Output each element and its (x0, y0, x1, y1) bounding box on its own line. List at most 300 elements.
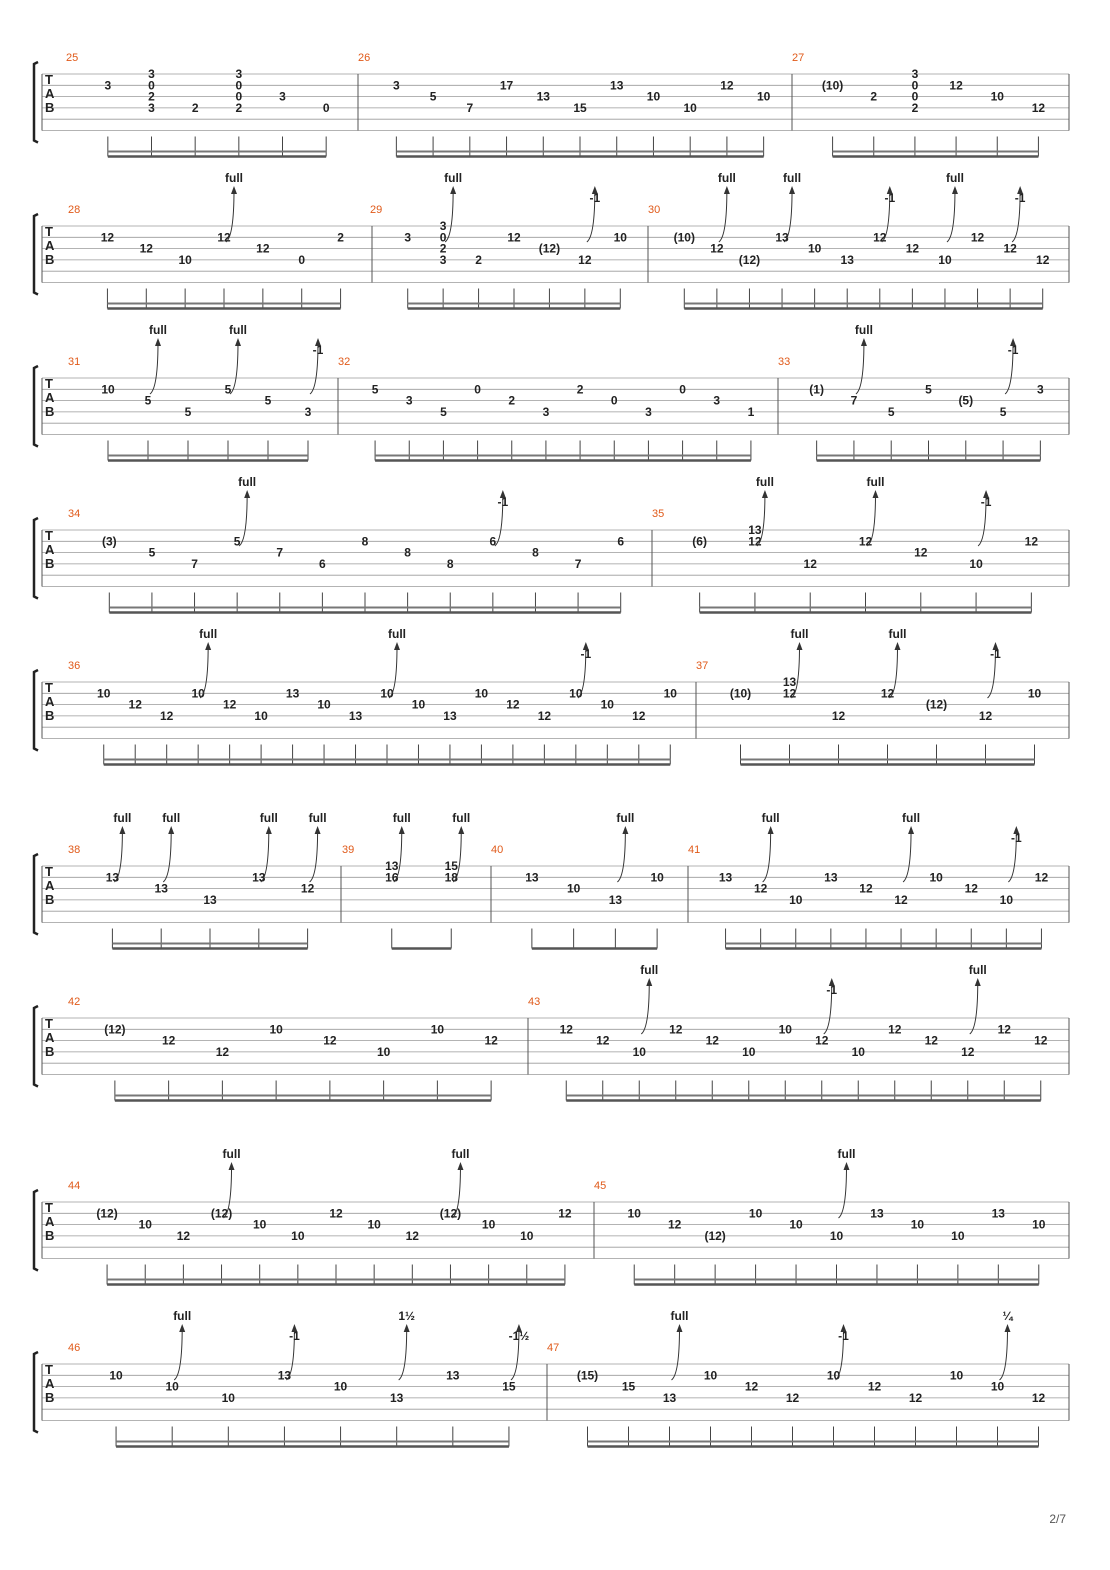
fret-number: 10 (253, 1217, 267, 1232)
fret-number: 13 (446, 1368, 460, 1383)
fret-number: 0 (679, 382, 686, 397)
fret-number: 5 (233, 534, 241, 549)
bend-label: full (790, 627, 809, 641)
bend-arrow (724, 186, 730, 194)
page-number: 2/7 (1049, 1512, 1066, 1526)
fret-number: 12 (705, 1033, 719, 1048)
bend-label: full (259, 811, 278, 825)
bend-arrow (861, 338, 867, 346)
bar-number: 28 (68, 204, 81, 216)
bend-label: ¼ (1002, 1309, 1013, 1323)
bar-number: 41 (688, 844, 701, 856)
bar-number: 42 (68, 996, 81, 1008)
system-bracket (34, 518, 38, 599)
fret-number: (6) (692, 534, 707, 549)
bend-label: full (837, 1147, 856, 1161)
fret-number: 12 (710, 241, 724, 256)
fret-number: 13 (105, 870, 120, 885)
release-label: -1 (990, 647, 1001, 661)
bend-curve (617, 830, 625, 882)
fret-number: 12 (506, 697, 520, 712)
fret-number: 10 (520, 1228, 534, 1243)
bend-curve (970, 982, 978, 1034)
bend-arrow (458, 826, 464, 834)
fret-number: (3) (101, 534, 117, 549)
bar-number: 44 (68, 1180, 81, 1192)
bar-number: 29 (370, 204, 383, 216)
bend-label: full (452, 811, 471, 825)
fret-number: 10 (999, 892, 1014, 907)
fret-number: 12 (160, 708, 174, 723)
system-bracket (34, 1352, 38, 1433)
bend-label: full (640, 963, 659, 977)
bar-number: 36 (68, 660, 81, 672)
fret-number: 13 (525, 870, 539, 885)
bend-label: full (761, 811, 780, 825)
fret-number: 13 (824, 870, 838, 885)
fret-number: 13 (840, 252, 854, 267)
fret-number: 10 (178, 252, 192, 267)
tab-clef-letter: B (45, 1044, 55, 1059)
fret-number: 5 (887, 404, 895, 419)
fret-number: 0 (911, 78, 919, 93)
release-label: -1 (580, 647, 592, 661)
fret-number: (12) (210, 1206, 233, 1221)
bar-number: 37 (696, 660, 709, 672)
fret-number: 12 (964, 881, 978, 896)
fret-number: 12 (924, 1033, 938, 1048)
tab-clef-letter: T (45, 528, 53, 543)
tab-clef-letter: T (45, 864, 53, 879)
fret-number: 5 (144, 393, 152, 408)
bend-curve (1000, 1328, 1008, 1380)
fret-number: (12) (738, 252, 761, 267)
fret-number: 12 (914, 545, 928, 560)
fret-number: 10 (221, 1390, 235, 1405)
bar-number: 30 (648, 204, 661, 216)
fret-number: 10 (829, 1228, 844, 1243)
fret-number: 5 (429, 89, 437, 104)
fret-number: 12 (803, 556, 817, 571)
fret-number: 10 (990, 1379, 1005, 1394)
release-label: -1 (312, 343, 324, 357)
system-bracket (34, 62, 38, 143)
fret-number: 0 (322, 100, 330, 115)
bend-arrow (797, 642, 803, 650)
tab-clef-letter: B (45, 100, 55, 115)
bend-arrow (205, 642, 211, 650)
fret-number: 13 (390, 1390, 404, 1405)
fret-number: 13 (662, 1390, 677, 1405)
bar-number: 43 (528, 996, 541, 1008)
fret-number: 10 (949, 1368, 964, 1383)
tab-clef-letter: A (45, 86, 55, 101)
fret-number: (10) (821, 78, 844, 93)
fret-number: 12 (785, 1390, 800, 1405)
fret-number: 12 (748, 534, 762, 549)
tab-clef-letter: T (45, 376, 53, 391)
fret-number: 13 (154, 881, 168, 896)
fret-number: 10 (474, 686, 489, 701)
fret-number: 0 (148, 78, 155, 93)
bar-number: 35 (652, 508, 665, 520)
bend-arrow (873, 490, 879, 498)
bend-arrow (266, 826, 272, 834)
fret-number: 3 (645, 404, 652, 419)
fret-number: (10) (673, 230, 695, 245)
release-label: -1 (1007, 343, 1019, 357)
fret-number: 5 (148, 545, 156, 560)
fret-number: 2 (235, 100, 243, 115)
tab-clef-letter: A (45, 694, 55, 709)
bar-number: 33 (778, 356, 791, 368)
fret-number: 12 (970, 230, 985, 245)
fret-number: 8 (404, 545, 411, 560)
bend-label: full (238, 475, 257, 489)
fret-number: 0 (610, 393, 618, 408)
fret-number: 3 (148, 100, 155, 115)
fret-number: 10 (269, 1022, 283, 1037)
tab-clef-letter: T (45, 72, 53, 87)
tab-clef-letter: A (45, 878, 55, 893)
fret-number: 2 (148, 89, 155, 104)
tab-clef-letter: A (45, 1376, 55, 1391)
fret-number: 12 (1034, 1033, 1048, 1048)
fret-number: 12 (537, 708, 552, 723)
fret-number: 10 (569, 686, 583, 701)
fret-number: 10 (613, 230, 627, 245)
fret-number: 3 (405, 393, 413, 408)
fret-number: 7 (466, 100, 474, 115)
system-bracket (34, 1190, 38, 1271)
fret-number: (12) (96, 1206, 118, 1221)
release-label: -1 (497, 495, 509, 509)
fret-number: 6 (489, 534, 497, 549)
bend-arrow (399, 826, 405, 834)
fret-number: 8 (446, 556, 454, 571)
bend-label: 1½ (398, 1309, 416, 1323)
fret-number: 10 (109, 1368, 123, 1383)
fret-number: 12 (831, 708, 846, 723)
system-bracket (34, 214, 38, 295)
fret-number: 10 (376, 1044, 391, 1059)
fret-number: 12 (858, 534, 873, 549)
bar-number: 27 (792, 52, 805, 64)
fret-number: 10 (165, 1379, 179, 1394)
fret-number: 16 (385, 870, 399, 885)
fret-number: 12 (905, 241, 920, 256)
tab-clef-letter: A (45, 390, 55, 405)
tab-clef-letter: B (45, 404, 55, 419)
fret-number: 2 (337, 230, 344, 245)
fret-number: 10 (481, 1217, 496, 1232)
bend-label: full (229, 323, 247, 337)
fret-number: 13 (443, 708, 457, 723)
bend-arrow (789, 186, 795, 194)
fret-number: 12 (668, 1217, 682, 1232)
fret-number: 12 (908, 1390, 923, 1405)
fret-number: 2 (439, 241, 447, 256)
fret-number: 10 (411, 697, 426, 712)
fret-number: 0 (298, 252, 306, 267)
fret-number: 12 (669, 1022, 683, 1037)
fret-number: 3 (393, 78, 400, 93)
fret-number: 13 (991, 1206, 1005, 1221)
fret-number: 0 (474, 382, 481, 397)
fret-number: 10 (683, 100, 697, 115)
fret-number: 5 (264, 393, 272, 408)
fret-number: 8 (361, 534, 369, 549)
tab-clef-letter: B (45, 1390, 55, 1405)
bend-arrow (179, 1324, 185, 1332)
fret-number: 2 (508, 393, 516, 408)
fret-number: 10 (789, 892, 803, 907)
fret-number: 13 (748, 523, 762, 537)
fret-number: 10 (317, 697, 331, 712)
bar-number: 40 (491, 844, 504, 856)
bend-curve (163, 830, 171, 882)
release-label: -1 (589, 191, 601, 205)
fret-number: 18 (444, 870, 458, 885)
system-bracket (34, 1006, 38, 1087)
bar-number: 32 (338, 356, 351, 368)
fret-number: 7 (574, 556, 582, 571)
fret-number: 12 (1031, 1390, 1046, 1405)
bar-number: 34 (68, 508, 81, 520)
bend-arrow (975, 978, 981, 986)
bend-curve (719, 190, 727, 242)
bend-arrow (768, 826, 774, 834)
tab-clef-letter: T (45, 1016, 53, 1031)
fret-number: 10 (969, 556, 983, 571)
fret-number: 10 (97, 686, 111, 701)
bend-curve (856, 342, 864, 394)
bar-number: 25 (66, 52, 79, 64)
bend-label: full (670, 1309, 689, 1323)
fret-number: 12 (405, 1228, 419, 1243)
bar-number: 26 (358, 52, 371, 64)
fret-number: 17 (499, 78, 514, 93)
fret-number: 12 (300, 881, 315, 896)
fret-number: 10 (929, 870, 943, 885)
fret-number: 2 (576, 382, 584, 397)
fret-number: 12 (128, 697, 142, 712)
fret-number: 10 (632, 1044, 646, 1059)
bend-label: full (902, 811, 921, 825)
fret-number: 12 (815, 1033, 829, 1048)
fret-number: 13 (536, 89, 550, 104)
fret-number: 13 (385, 859, 399, 873)
fret-number: 5 (440, 404, 447, 419)
fret-number: 12 (949, 78, 963, 93)
fret-number: (15) (576, 1368, 599, 1383)
bend-curve (641, 982, 649, 1034)
fret-number: 10 (1027, 686, 1042, 701)
tab-clef-letter: A (45, 1214, 55, 1229)
bend-label: full (222, 1147, 241, 1161)
fret-number: 10 (101, 382, 115, 397)
bend-arrow (952, 186, 958, 194)
fret-number: 12 (744, 1379, 759, 1394)
release-label: -1 (838, 1329, 849, 1343)
fret-number: 10 (138, 1217, 152, 1232)
bend-arrow (229, 1162, 235, 1170)
bend-curve (310, 830, 318, 882)
fret-number: 12 (961, 1044, 975, 1059)
fret-number: 13 (782, 675, 797, 689)
fret-number: 12 (859, 881, 873, 896)
bar-number: 39 (342, 844, 355, 856)
bend-curve (150, 342, 158, 394)
fret-number: 13 (610, 78, 624, 93)
bar-number: 47 (547, 1342, 560, 1354)
bend-arrow (1005, 1324, 1011, 1332)
bend-arrow (622, 826, 628, 834)
fret-number: 10 (367, 1217, 381, 1232)
fret-number: 10 (254, 708, 268, 723)
fret-number: 12 (978, 708, 993, 723)
bend-label: full (388, 627, 406, 641)
fret-number: 12 (559, 1022, 573, 1037)
fret-number: 0 (235, 78, 243, 93)
fret-number: 10 (938, 252, 952, 267)
tab-clef-letter: A (45, 1030, 55, 1045)
fret-number: 12 (139, 241, 153, 256)
bend-arrow (844, 1162, 850, 1170)
fret-number: 5 (184, 404, 192, 419)
fret-number: 10 (663, 686, 677, 701)
fret-number: 10 (703, 1368, 718, 1383)
fret-number: 3 (404, 230, 412, 245)
system-bracket (34, 366, 38, 447)
bend-arrow (457, 1162, 463, 1170)
fret-number: 10 (646, 89, 661, 104)
fret-number: 15 (573, 100, 587, 115)
release-label: -1 (289, 1329, 300, 1343)
fret-number: 15 (621, 1379, 636, 1394)
release-label: -1 (980, 495, 992, 509)
fret-number: 10 (951, 1228, 965, 1243)
fret-number: 3 (304, 404, 312, 419)
fret-number: 12 (507, 230, 521, 245)
fret-number: 12 (1031, 100, 1046, 115)
fret-number: 3 (542, 404, 550, 419)
bend-label: full (968, 963, 987, 977)
bend-arrow (155, 338, 161, 346)
bend-label: full (149, 323, 167, 337)
fret-number: 10 (566, 881, 581, 896)
fret-number: 5 (999, 404, 1007, 419)
bend-label: full (888, 627, 907, 641)
tab-clef-letter: A (45, 238, 55, 253)
fret-number: (10) (729, 686, 752, 701)
fret-number: (1) (809, 382, 824, 397)
bend-label: full (717, 171, 736, 185)
bend-label: full (392, 811, 411, 825)
fret-number: 10 (333, 1379, 348, 1394)
fret-number: 10 (380, 686, 394, 701)
tab-clef-letter: B (45, 892, 55, 907)
fret-number: 10 (748, 1206, 763, 1221)
bend-arrow (908, 826, 914, 834)
fret-number: 0 (235, 89, 243, 104)
fret-number: 15 (444, 859, 458, 873)
fret-number: (12) (538, 241, 561, 256)
fret-number: 2 (191, 100, 199, 115)
fret-number: 10 (807, 241, 822, 256)
fret-number: 12 (888, 1022, 902, 1037)
release-label: -1½ (508, 1329, 530, 1343)
fret-number: 13 (252, 870, 266, 885)
release-label: -1 (1011, 831, 1022, 845)
bend-curve (947, 190, 955, 242)
bend-arrow (244, 490, 250, 498)
bend-arrow (677, 1324, 683, 1332)
bend-arrow (895, 642, 901, 650)
fret-number: 12 (578, 252, 592, 267)
bend-label: full (173, 1309, 192, 1323)
fret-number: 10 (910, 1217, 925, 1232)
fret-number: 12 (161, 1033, 176, 1048)
fret-number: (12) (925, 697, 948, 712)
release-label: -1 (884, 191, 896, 205)
fret-number: 12 (256, 241, 270, 256)
fret-number: 13 (775, 230, 789, 245)
tab-clef-letter: B (45, 1228, 55, 1243)
fret-number: 10 (990, 89, 1004, 104)
fret-number: 13 (348, 708, 363, 723)
release-label: -1 (826, 983, 838, 997)
fret-number: 6 (319, 556, 326, 571)
fret-number: 12 (215, 1044, 230, 1059)
bend-label: full (199, 627, 218, 641)
fret-number: 10 (430, 1022, 445, 1037)
tab-clef-letter: T (45, 224, 53, 239)
fret-number: 12 (329, 1206, 343, 1221)
fret-number: (12) (704, 1228, 726, 1243)
fret-number: 7 (276, 545, 284, 560)
tab-clef-letter: T (45, 1362, 53, 1377)
bar-number: 31 (68, 356, 81, 368)
tab-clef-letter: B (45, 708, 55, 723)
bend-arrow (646, 978, 652, 986)
bend-arrow (394, 642, 400, 650)
bend-label: full (451, 1147, 470, 1161)
fret-number: 7 (850, 393, 858, 408)
fret-number: 12 (1003, 241, 1017, 256)
fret-number: 8 (532, 545, 539, 560)
fret-number: 0 (911, 89, 919, 104)
fret-number: 12 (100, 230, 115, 245)
fret-number: 10 (826, 1368, 841, 1383)
fret-number: (12) (439, 1206, 462, 1221)
bend-arrow (168, 826, 174, 834)
fret-number: 3 (148, 67, 155, 81)
bend-label: full (866, 475, 885, 489)
bend-label: full (945, 171, 964, 185)
fret-number: 13 (608, 892, 623, 907)
fret-number: 12 (176, 1228, 191, 1243)
fret-number: 10 (191, 686, 205, 701)
fret-number: 3 (439, 219, 447, 233)
fret-number: 12 (558, 1206, 572, 1221)
fret-number: 10 (291, 1228, 305, 1243)
bend-label: full (225, 171, 243, 185)
fret-number: 13 (203, 892, 217, 907)
release-label: -1 (1014, 191, 1026, 205)
bend-curve (399, 1328, 407, 1380)
fret-number: 0 (439, 230, 447, 245)
